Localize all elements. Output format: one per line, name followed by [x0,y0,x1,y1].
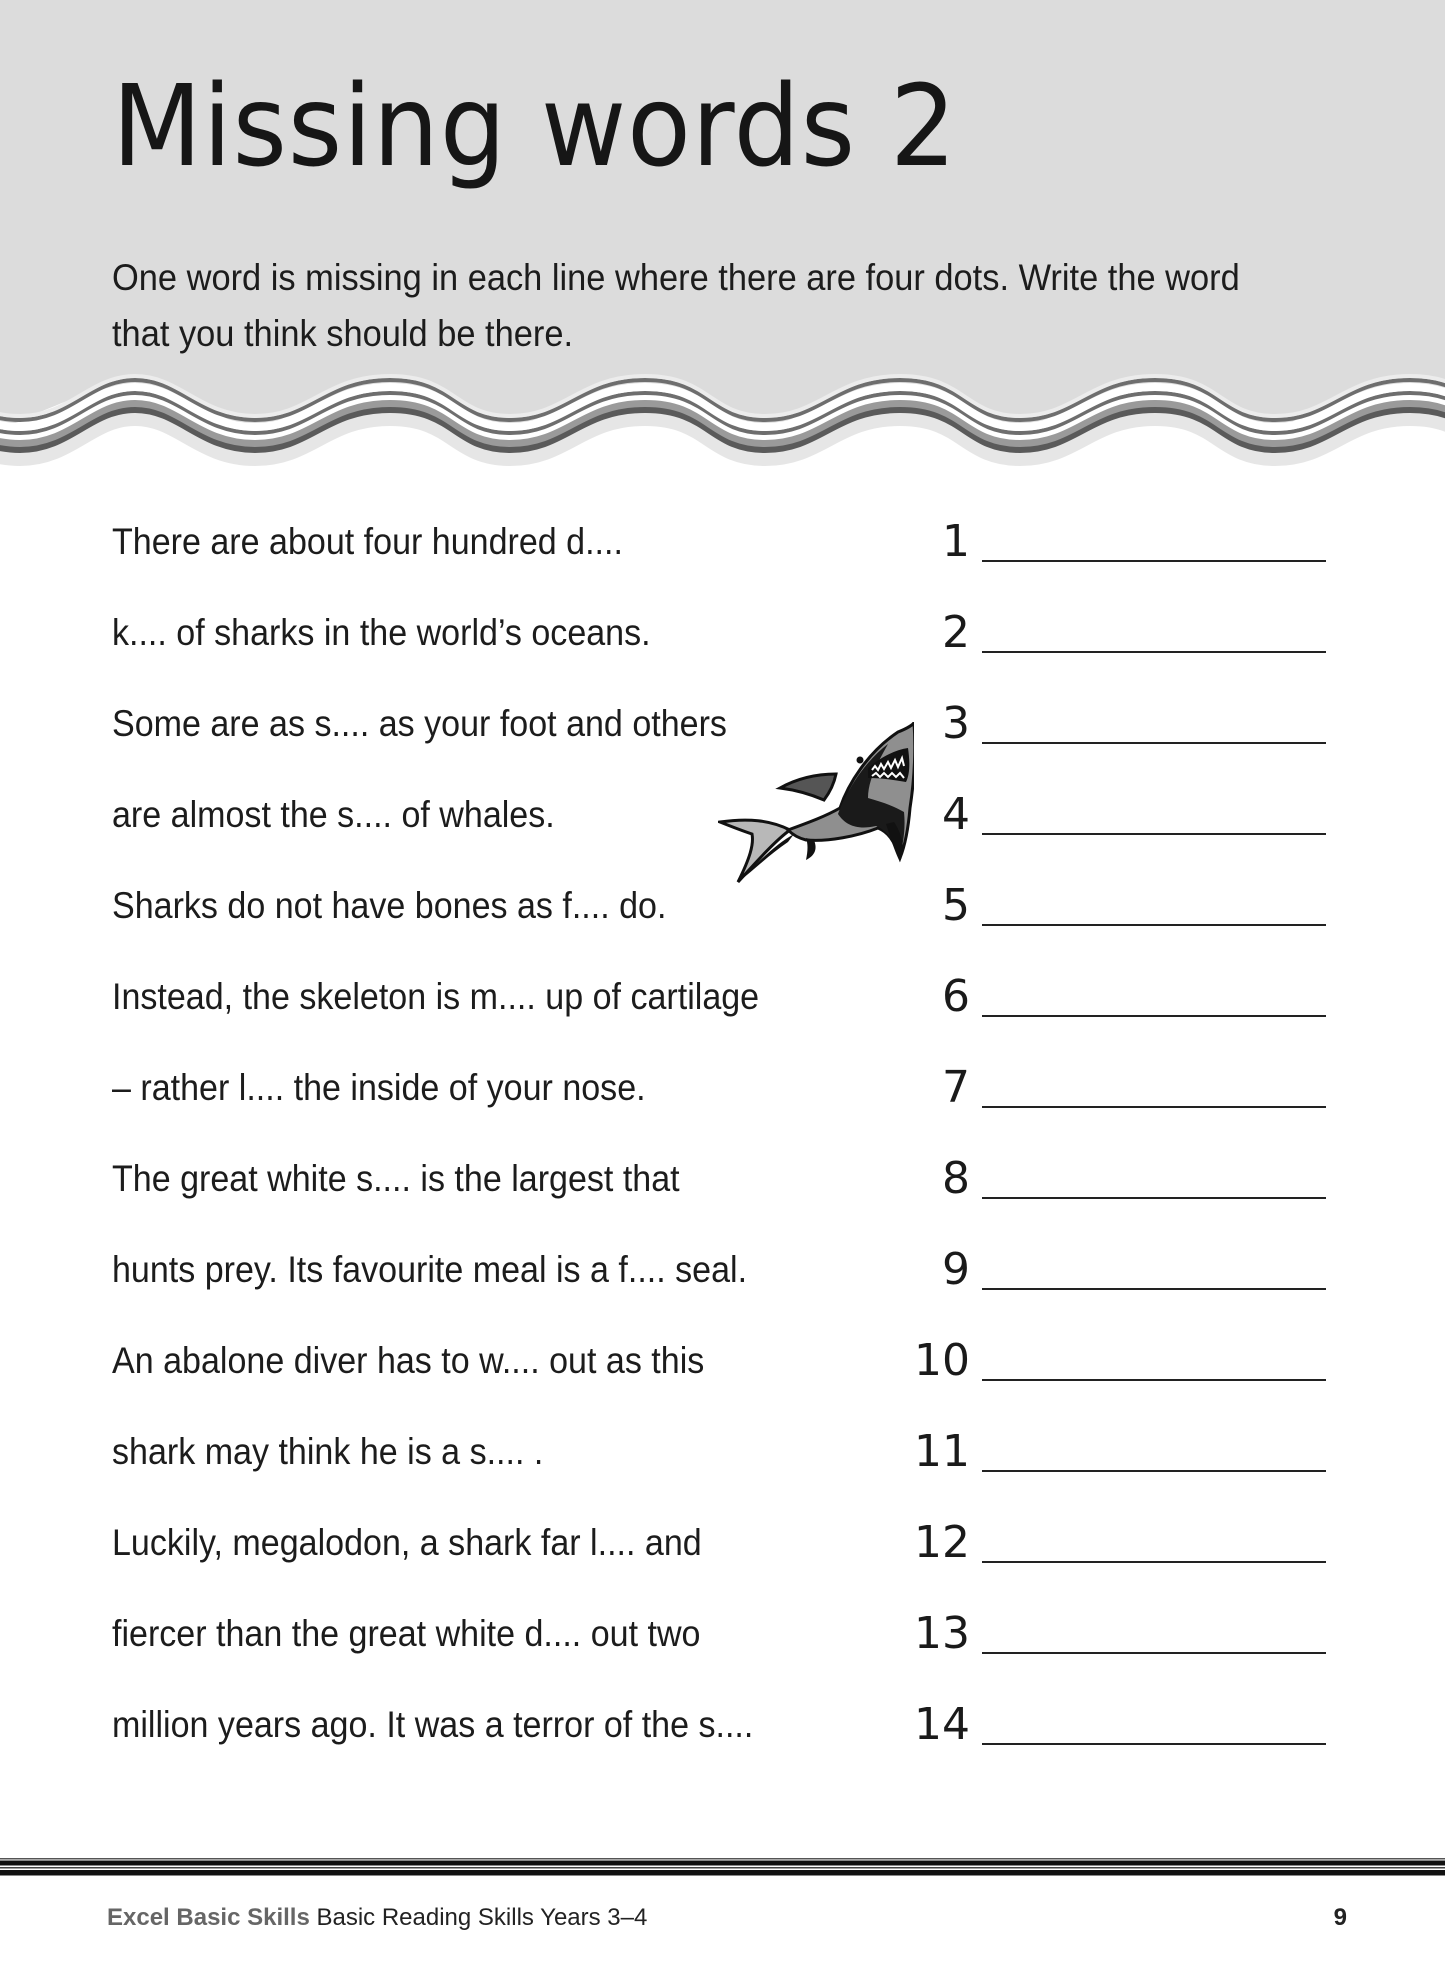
answer-field[interactable] [982,1743,1326,1745]
question-number: 9 [942,1244,970,1295]
exercise-row [0,1701,1445,1761]
sentence-text: k.... of sharks in the world’s oceans. [112,612,651,653]
footer-book-title: Basic Reading Skills Years 3–4 [316,1904,648,1931]
question-number: 6 [942,971,970,1022]
sentence-text: are almost the s.... of whales. [112,794,555,835]
sentence-text: There are about four hundred d.... [112,521,623,562]
sentence-text: shark may think he is a s.... . [112,1431,544,1472]
question-number: 4 [942,789,970,840]
sentence-text: An abalone diver has to w.... out as this [112,1340,705,1381]
exercise-row [0,1519,1445,1579]
sentence-text: Instead, the skeleton is m.... up of cartilage [112,976,760,1017]
question-number: 10 [914,1335,970,1386]
answer-field[interactable] [982,1288,1326,1290]
exercise-row [0,973,1445,1033]
header-band [0,0,1445,470]
sentence-text: Sharks do not have bones as f.... do. [112,885,667,926]
answer-field[interactable] [982,924,1326,926]
answer-field[interactable] [982,833,1326,835]
sentence-text: Luckily, megalodon, a shark far l.... and [112,1522,702,1563]
page-title: Missing words 2 [112,62,958,192]
question-number: 12 [914,1517,970,1568]
exercise-row [0,1246,1445,1306]
page-footer [107,1900,1347,1936]
exercise-row [0,1337,1445,1397]
answer-field[interactable] [982,1470,1326,1472]
exercise-row [0,1428,1445,1488]
footer-divider [0,1858,1445,1876]
answer-field[interactable] [982,1379,1326,1381]
exercise-row [0,1064,1445,1124]
answer-field[interactable] [982,1015,1326,1017]
sentence-text: million years ago. It was a terror of the s.... [112,1704,754,1745]
answer-field[interactable] [982,1106,1326,1108]
question-number: 8 [942,1153,970,1204]
answer-field[interactable] [982,742,1326,744]
answer-field[interactable] [982,1197,1326,1199]
exercise-row [0,518,1445,578]
answer-field[interactable] [982,1561,1326,1563]
answer-field[interactable] [982,560,1326,562]
page-number: 9 [1333,1904,1347,1931]
footer-brand: Excel Basic Skills [107,1904,310,1931]
exercise-row [0,1155,1445,1215]
sentence-text: Some are as s.... as your foot and others [112,703,727,744]
question-number: 2 [942,607,970,658]
answer-field[interactable] [982,651,1326,653]
question-number: 14 [914,1699,970,1750]
exercise-row [0,882,1445,942]
shark-illustration [718,722,914,884]
exercise-row [0,1610,1445,1670]
sentence-text: fiercer than the great white d.... out two [112,1613,701,1654]
question-number: 13 [914,1608,970,1659]
question-number: 7 [942,1062,970,1113]
sentence-text: The great white s.... is the largest that [112,1158,680,1199]
instructions-text: One word is missing in each line where there are four dots. Write the word that you think should be there. [112,257,1240,354]
sentence-text: – rather l.... the inside of your nose. [112,1067,646,1108]
question-number: 11 [914,1426,970,1477]
question-number: 3 [942,698,970,749]
question-number: 5 [942,880,970,931]
question-number: 1 [942,516,970,567]
sentence-text: hunts prey. Its favourite meal is a f.... seal. [112,1249,748,1290]
answer-field[interactable] [982,1652,1326,1654]
exercise-row [0,609,1445,669]
